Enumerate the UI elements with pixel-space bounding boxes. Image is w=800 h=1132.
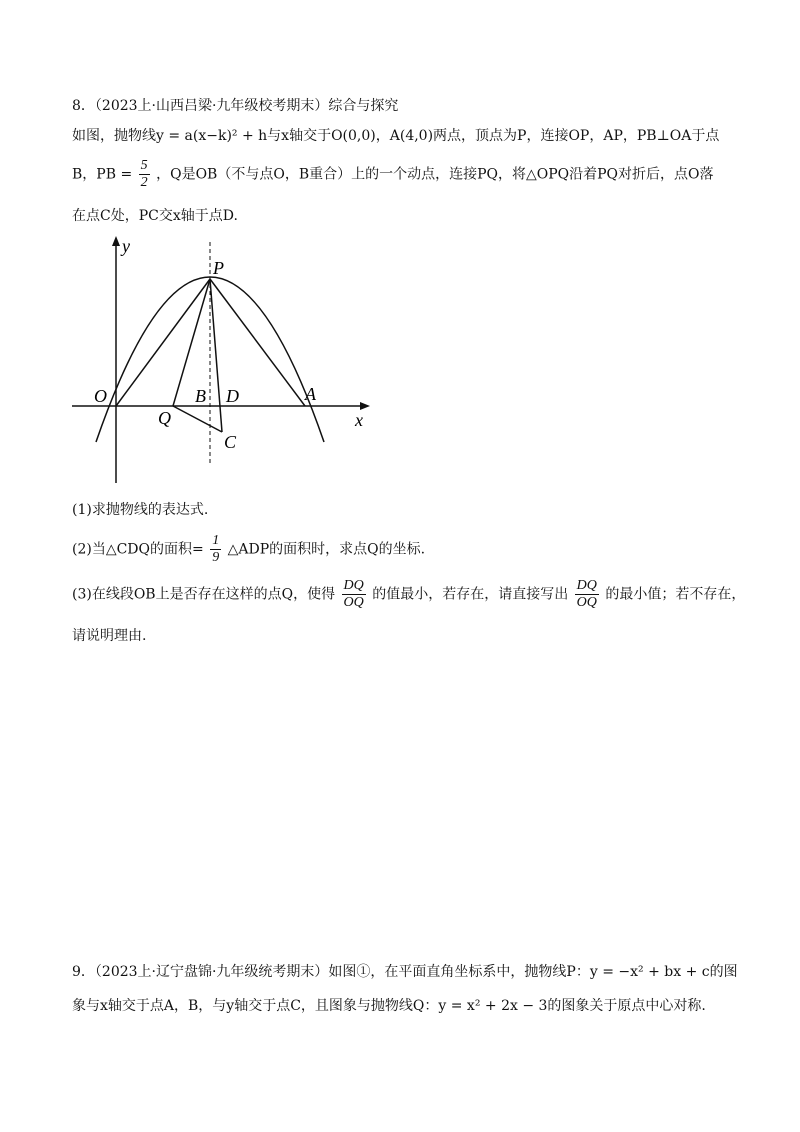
part3-fraction-2 bbox=[575, 578, 599, 611]
q8-part-3-cont: 请说明理由. bbox=[72, 628, 147, 644]
q9-line-1: 9．（2023上·辽宁盘锦·九年级统考期末）如图①，在平面直角坐标系中，抛物线P：y = −x² + bx + c的图 bbox=[72, 964, 738, 980]
q8-part-1: (1)求抛物线的表达式. bbox=[72, 502, 209, 518]
pb-numerator: 5 bbox=[140, 158, 148, 173]
label-q: Q bbox=[158, 408, 171, 428]
q8-part-2a: (2)当△CDQ的面积= bbox=[72, 541, 204, 558]
q8-header: 8．（2023上·山西吕梁·九年级校考期末）综合与探究 bbox=[72, 98, 399, 114]
q9-line-2: 象与x轴交于点A，B，与y轴交于点C，且图象与抛物线Q：y = x² + 2x − 3的图象关于原点中心对称. bbox=[72, 998, 706, 1014]
part2-fraction bbox=[210, 533, 221, 566]
part2-denominator: 9 bbox=[212, 550, 220, 565]
q8-line-2a: B，PB = bbox=[72, 166, 133, 183]
q8-part-3 bbox=[72, 578, 745, 611]
y-axis-arrow bbox=[112, 236, 120, 246]
q8-line-2 bbox=[72, 158, 714, 191]
q8-part-3b: 的值最小，若存在，请直接写出 bbox=[372, 586, 569, 603]
pb-denominator: 2 bbox=[140, 175, 148, 190]
part3-denominator-1: OQ bbox=[343, 595, 364, 610]
label-o: O bbox=[94, 386, 107, 406]
q8-part-2 bbox=[72, 533, 425, 566]
part3-numerator-1: DQ bbox=[343, 578, 364, 593]
pb-fraction bbox=[139, 158, 150, 191]
q8-part-2b: △ADP的面积时，求点Q的坐标. bbox=[227, 541, 426, 558]
q8-part-3a: (3)在线段OB上是否存在这样的点Q，使得 bbox=[72, 586, 336, 603]
segment-qc bbox=[173, 406, 222, 432]
part3-numerator-2: DQ bbox=[576, 578, 597, 593]
label-c: C bbox=[224, 432, 237, 452]
label-p: P bbox=[213, 258, 224, 278]
parabola-figure bbox=[60, 228, 380, 488]
part2-numerator: 1 bbox=[212, 533, 220, 548]
segment-ap bbox=[210, 279, 305, 406]
label-a: A bbox=[305, 384, 316, 404]
segment-pc bbox=[210, 279, 222, 432]
q8-line-2b: ，Q是OB（不与点O，B重合）上的一个动点，连接PQ，将△OPQ沿着PQ对折后，点O落 bbox=[156, 166, 714, 183]
part3-denominator-2: OQ bbox=[576, 595, 597, 610]
label-d: D bbox=[226, 386, 239, 406]
q8-part-3c: 的最小值；若不存在， bbox=[605, 586, 746, 603]
label-y: y bbox=[122, 236, 130, 256]
part3-fraction-1 bbox=[342, 578, 366, 611]
q8-line-1: 如图，抛物线y = a(x−k)² + h与x轴交于O(0,0)，A(4,0)两点，顶点为P，连接OP，AP，PB⊥OA于点 bbox=[72, 128, 720, 144]
label-b: B bbox=[195, 386, 206, 406]
q8-line-3: 在点C处，PC交x轴于点D. bbox=[72, 208, 238, 224]
x-axis-arrow bbox=[360, 402, 370, 410]
label-x: x bbox=[355, 410, 363, 430]
